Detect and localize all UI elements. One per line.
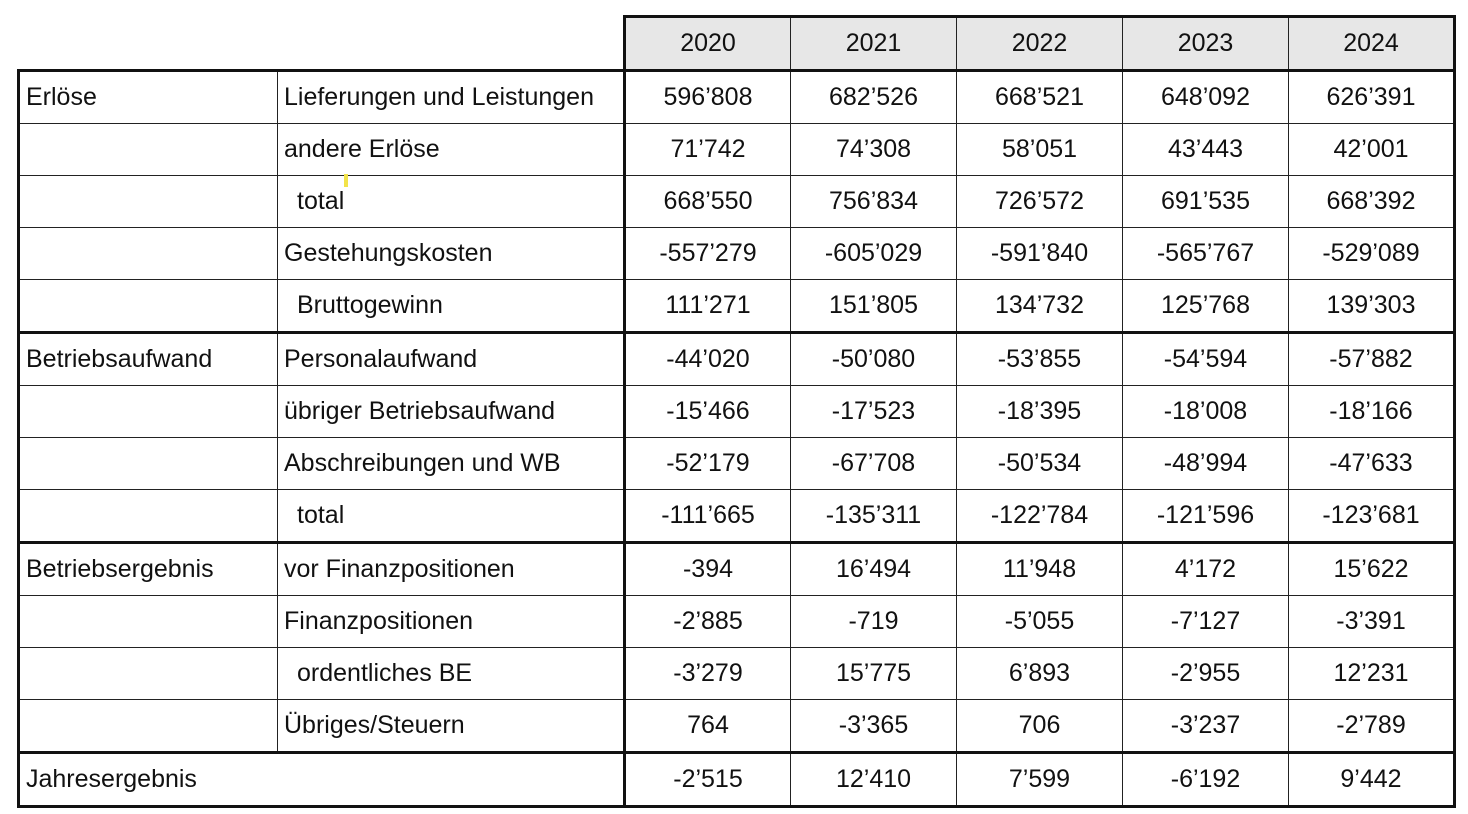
value-cell: -47’633 xyxy=(1289,438,1455,490)
row-group-label xyxy=(19,386,278,438)
value-cell: -3’391 xyxy=(1289,596,1455,648)
value-cell: 7’599 xyxy=(957,753,1123,807)
year-header: 2022 xyxy=(957,17,1123,71)
year-header: 2024 xyxy=(1289,17,1455,71)
value-cell: -605’029 xyxy=(791,228,957,280)
table-row xyxy=(19,71,1455,124)
value-cell: -5’055 xyxy=(957,596,1123,648)
row-label: Finanzpositionen xyxy=(278,596,625,648)
value-cell: 626’391 xyxy=(1289,71,1455,124)
row-label: Bruttogewinn xyxy=(278,280,625,333)
row-group-label xyxy=(19,176,278,228)
row-label: total xyxy=(278,176,625,228)
value-cell: 764 xyxy=(625,700,791,753)
value-cell: -17’523 xyxy=(791,386,957,438)
value-cell: -7’127 xyxy=(1123,596,1289,648)
row-label: Gestehungskosten xyxy=(278,228,625,280)
value-cell: -15’466 xyxy=(625,386,791,438)
table-row xyxy=(19,700,1455,753)
value-cell: 691’535 xyxy=(1123,176,1289,228)
table-row xyxy=(19,386,1455,438)
row-group-label xyxy=(19,280,278,333)
value-cell: 58’051 xyxy=(957,124,1123,176)
value-cell: 6’893 xyxy=(957,648,1123,700)
row-group-label: Betriebsaufwand xyxy=(19,333,278,386)
value-cell: 726’572 xyxy=(957,176,1123,228)
value-cell: -3’237 xyxy=(1123,700,1289,753)
value-cell: -557’279 xyxy=(625,228,791,280)
value-cell: -111’665 xyxy=(625,490,791,543)
value-cell: 648’092 xyxy=(1123,71,1289,124)
row-label: total xyxy=(278,490,625,543)
value-cell: -54’594 xyxy=(1123,333,1289,386)
row-group-label: Betriebsergebnis xyxy=(19,543,278,596)
row-label: Lieferungen und Leistungen xyxy=(278,71,625,124)
value-cell: 9’442 xyxy=(1289,753,1455,807)
row-group-label xyxy=(19,648,278,700)
header-blank xyxy=(19,17,625,71)
table-row xyxy=(19,228,1455,280)
value-cell: -3’365 xyxy=(791,700,957,753)
value-cell: -50’080 xyxy=(791,333,957,386)
value-cell: 134’732 xyxy=(957,280,1123,333)
value-cell: -48’994 xyxy=(1123,438,1289,490)
row-label: Übriges/Steuern xyxy=(278,700,625,753)
value-cell: 43’443 xyxy=(1123,124,1289,176)
value-cell: 15’622 xyxy=(1289,543,1455,596)
row-group-label xyxy=(19,228,278,280)
row-group-label: Erlöse xyxy=(19,71,278,124)
value-cell: -121’596 xyxy=(1123,490,1289,543)
value-cell: -565’767 xyxy=(1123,228,1289,280)
row-label: vor Finanzpositionen xyxy=(278,543,625,596)
value-cell: -719 xyxy=(791,596,957,648)
value-cell: -122’784 xyxy=(957,490,1123,543)
table-row xyxy=(19,333,1455,386)
financial-summary-table xyxy=(17,15,1456,808)
value-cell: -18’008 xyxy=(1123,386,1289,438)
value-cell: -57’882 xyxy=(1289,333,1455,386)
table-row xyxy=(19,648,1455,700)
value-cell: -50’534 xyxy=(957,438,1123,490)
table-row xyxy=(19,280,1455,333)
value-cell: 668’392 xyxy=(1289,176,1455,228)
row-label: Abschreibungen und WB xyxy=(278,438,625,490)
value-cell: 11’948 xyxy=(957,543,1123,596)
value-cell: -6’192 xyxy=(1123,753,1289,807)
header-row xyxy=(19,17,1455,71)
value-cell: -3’279 xyxy=(625,648,791,700)
value-cell: -52’179 xyxy=(625,438,791,490)
value-cell: 151’805 xyxy=(791,280,957,333)
row-label: Personalaufwand xyxy=(278,333,625,386)
value-cell: 12’410 xyxy=(791,753,957,807)
value-cell: 125’768 xyxy=(1123,280,1289,333)
value-cell: -18’166 xyxy=(1289,386,1455,438)
value-cell: 71’742 xyxy=(625,124,791,176)
value-cell: 42’001 xyxy=(1289,124,1455,176)
value-cell: 12’231 xyxy=(1289,648,1455,700)
value-cell: 596’808 xyxy=(625,71,791,124)
value-cell: -44’020 xyxy=(625,333,791,386)
table-row xyxy=(19,543,1455,596)
row-group-label xyxy=(19,124,278,176)
table-row xyxy=(19,753,1455,807)
value-cell: 139’303 xyxy=(1289,280,1455,333)
row-group-label xyxy=(19,596,278,648)
value-cell: 16’494 xyxy=(791,543,957,596)
value-cell: -394 xyxy=(625,543,791,596)
value-cell: 668’550 xyxy=(625,176,791,228)
value-cell: 756’834 xyxy=(791,176,957,228)
value-cell: -2’955 xyxy=(1123,648,1289,700)
year-header: 2021 xyxy=(791,17,957,71)
value-cell: 74’308 xyxy=(791,124,957,176)
value-cell: -591’840 xyxy=(957,228,1123,280)
value-cell: 111’271 xyxy=(625,280,791,333)
year-header: 2023 xyxy=(1123,17,1289,71)
value-cell: -18’395 xyxy=(957,386,1123,438)
table-row xyxy=(19,176,1455,228)
table-row xyxy=(19,596,1455,648)
value-cell: -529’089 xyxy=(1289,228,1455,280)
row-label: ordentliches BE xyxy=(278,648,625,700)
table-row xyxy=(19,438,1455,490)
value-cell: -123’681 xyxy=(1289,490,1455,543)
value-cell: -135’311 xyxy=(791,490,957,543)
table-row xyxy=(19,490,1455,543)
row-group-label xyxy=(19,438,278,490)
table-row xyxy=(19,124,1455,176)
value-cell: 4’172 xyxy=(1123,543,1289,596)
value-cell: 668’521 xyxy=(957,71,1123,124)
value-cell: -2’515 xyxy=(625,753,791,807)
value-cell: -2’885 xyxy=(625,596,791,648)
row-label: übriger Betriebsaufwand xyxy=(278,386,625,438)
value-cell: 706 xyxy=(957,700,1123,753)
cell-highlight-mark xyxy=(344,174,348,187)
value-cell: -2’789 xyxy=(1289,700,1455,753)
value-cell: -67’708 xyxy=(791,438,957,490)
row-label: andere Erlöse xyxy=(278,124,625,176)
value-cell: 15’775 xyxy=(791,648,957,700)
value-cell: -53’855 xyxy=(957,333,1123,386)
row-group-label xyxy=(19,700,278,753)
row-group-label xyxy=(19,490,278,543)
year-header: 2020 xyxy=(625,17,791,71)
value-cell: 682’526 xyxy=(791,71,957,124)
row-group-label: Jahresergebnis xyxy=(19,753,625,807)
